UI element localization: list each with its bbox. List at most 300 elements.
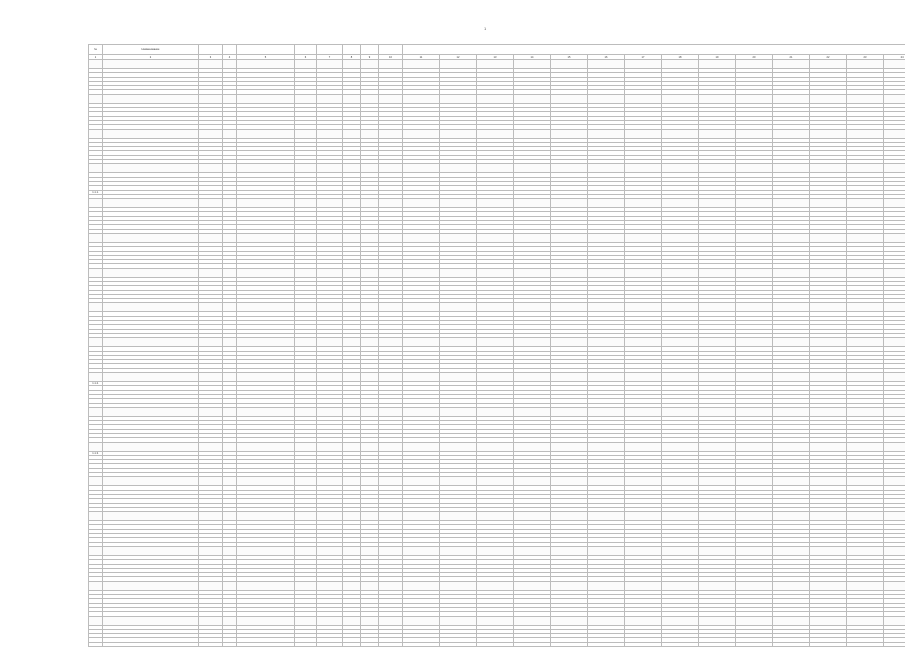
table-cell [89,199,103,208]
table-cell [847,94,884,103]
table-cell [103,373,199,382]
table-cell [295,512,317,521]
table-cell [477,512,514,521]
table-cell [361,581,379,590]
table-cell [810,199,847,208]
table-cell [199,199,223,208]
table-cell [317,616,343,625]
table-cell [361,199,379,208]
table-cell [223,616,237,625]
table-cell [237,268,295,277]
table-cell [361,164,379,173]
table-cell [199,642,223,646]
table-cell [295,616,317,625]
table-cell [514,60,551,69]
table-cell [514,129,551,138]
table-cell [588,546,625,555]
table-cell [223,642,237,646]
table-cell [625,303,662,312]
table-row [89,233,905,242]
table-cell [361,303,379,312]
table-cell [89,268,103,277]
table-cell [773,268,810,277]
col-number: 1 [89,55,103,60]
table-cell [884,616,905,625]
table-cell [551,199,588,208]
table-cell [625,581,662,590]
table-cell [343,233,361,242]
table-cell [403,60,440,69]
table-cell [103,642,199,646]
table-cell [199,373,223,382]
table-cell [884,373,905,382]
table-cell [551,129,588,138]
table-cell [403,268,440,277]
table-cell [295,581,317,590]
table-cell [103,129,199,138]
table-cell [773,512,810,521]
table-cell [103,233,199,242]
table-cell [199,407,223,416]
table-cell [440,581,477,590]
table-row [89,164,905,173]
table-cell [662,233,699,242]
col-number: 14 [514,55,551,60]
table-cell [625,616,662,625]
table-cell [403,373,440,382]
table-cell [551,164,588,173]
table-cell [588,581,625,590]
table-cell [847,407,884,416]
table-cell [588,512,625,521]
table-cell [699,442,736,451]
col-header [361,45,379,55]
table-cell [403,616,440,625]
table-cell [773,129,810,138]
col-number: 11 [403,55,440,60]
table-cell [625,642,662,646]
table-cell [588,373,625,382]
table-cell [810,512,847,521]
table-cell [736,512,773,521]
table-cell [343,616,361,625]
table-cell [625,164,662,173]
table-cell [588,477,625,486]
table-cell [89,407,103,416]
table-cell [699,477,736,486]
table-cell [514,581,551,590]
col-header: № [89,45,103,55]
table-cell [662,94,699,103]
table-cell [379,642,403,646]
table-cell [403,199,440,208]
table-cell [223,303,237,312]
table-cell [223,407,237,416]
table-cell [588,60,625,69]
table-cell [477,199,514,208]
table-cell [317,642,343,646]
table-row [89,94,905,103]
table-cell [884,546,905,555]
table-cell [317,581,343,590]
table-cell [625,373,662,382]
table-row [89,512,905,521]
table-cell [847,338,884,347]
table-cell [343,546,361,555]
table-cell [403,94,440,103]
table-cell [514,512,551,521]
col-number: 7 [317,55,343,60]
table-cell [403,407,440,416]
table-cell [440,129,477,138]
table-cell [361,442,379,451]
table-cell [625,477,662,486]
table-cell [884,642,905,646]
table-cell [199,303,223,312]
table-cell [403,477,440,486]
page-marker: 1 [484,26,486,31]
table-cell [199,60,223,69]
table-cell [477,477,514,486]
table-cell [588,129,625,138]
table-cell [847,164,884,173]
table-cell [662,268,699,277]
table-cell [773,616,810,625]
table-cell [477,442,514,451]
table-cell [773,60,810,69]
table-cell [551,94,588,103]
table-cell [361,338,379,347]
table-cell [699,338,736,347]
table-cell [295,268,317,277]
table-cell [810,642,847,646]
table-cell [237,60,295,69]
table-cell [343,268,361,277]
table-cell [699,303,736,312]
table-cell [551,616,588,625]
table-cell [403,233,440,242]
table-cell [588,642,625,646]
table-cell [89,581,103,590]
table-cell [295,164,317,173]
table-cell [773,164,810,173]
table-cell [89,338,103,347]
table-cell [103,94,199,103]
table-cell [551,581,588,590]
table-row [89,616,905,625]
table-cell [736,199,773,208]
table-cell [625,338,662,347]
table-cell [810,373,847,382]
table-cell [343,338,361,347]
table-cell [317,477,343,486]
table-cell [440,303,477,312]
table-cell [343,407,361,416]
table-cell [379,581,403,590]
table-cell [662,477,699,486]
table-cell [440,642,477,646]
table-cell [551,338,588,347]
table-cell [699,642,736,646]
table-cell [773,546,810,555]
table-cell [103,407,199,416]
table-cell [403,164,440,173]
table-cell [625,512,662,521]
table-cell [884,303,905,312]
table-cell [662,546,699,555]
table-cell [810,94,847,103]
table-cell [477,60,514,69]
table-cell [343,94,361,103]
table-cell [847,442,884,451]
table-cell [736,164,773,173]
table-cell [103,546,199,555]
table-cell [237,338,295,347]
table-cell [810,303,847,312]
table-cell [477,338,514,347]
table-cell [103,512,199,521]
table-cell [89,477,103,486]
table-cell [103,442,199,451]
table-cell [662,581,699,590]
table-cell [379,94,403,103]
table-cell [810,407,847,416]
table-cell [810,233,847,242]
table-cell [884,477,905,486]
table-cell [699,60,736,69]
table-cell [810,268,847,277]
table-cell [773,407,810,416]
table-cell [551,407,588,416]
table-cell [237,233,295,242]
table-cell [295,642,317,646]
table-row [89,642,905,646]
table-cell [625,60,662,69]
table-cell [403,303,440,312]
table-cell [343,442,361,451]
table-cell [847,233,884,242]
table-cell [295,442,317,451]
table-body [89,60,905,647]
table-cell [625,233,662,242]
table-cell [317,442,343,451]
table-cell [317,268,343,277]
table-cell [736,268,773,277]
table-cell [588,303,625,312]
table-cell [237,164,295,173]
table-cell [237,303,295,312]
table-cell [223,233,237,242]
table-cell [884,129,905,138]
col-number: 12 [440,55,477,60]
table-cell [588,268,625,277]
table-cell [551,442,588,451]
table-cell [379,442,403,451]
table-cell [237,199,295,208]
table-cell [773,477,810,486]
table-cell [317,512,343,521]
table-cell [379,616,403,625]
table-cell [625,268,662,277]
table-cell [884,199,905,208]
table-cell [343,164,361,173]
table-cell [884,581,905,590]
table-cell [588,199,625,208]
table-cell [625,129,662,138]
table-cell [847,199,884,208]
table-cell [699,581,736,590]
table-cell [317,338,343,347]
table-cell [514,268,551,277]
table-cell [699,164,736,173]
table-cell [89,442,103,451]
col-number: 21 [773,55,810,60]
table-cell [103,581,199,590]
table-cell [477,233,514,242]
table-cell [379,164,403,173]
table-cell [477,373,514,382]
table-cell [662,616,699,625]
table-cell [237,546,295,555]
table-cell [625,546,662,555]
table-cell [295,199,317,208]
table-cell [699,373,736,382]
table-cell [736,233,773,242]
table-cell [662,642,699,646]
col-number: 15 [551,55,588,60]
table-cell [199,477,223,486]
table-cell [361,129,379,138]
table-row [89,60,905,69]
col-header: Наименование [103,45,199,55]
table-cell [773,373,810,382]
table-cell [662,512,699,521]
table-cell [477,616,514,625]
table-cell [736,581,773,590]
table-cell [810,616,847,625]
table-cell [736,94,773,103]
table-cell [343,512,361,521]
col-number: 3 [199,55,223,60]
table-cell [103,199,199,208]
table-cell [736,616,773,625]
table-cell [477,94,514,103]
table-cell [237,581,295,590]
table-cell [477,581,514,590]
table-cell [103,477,199,486]
table-cell [810,164,847,173]
table-cell [810,477,847,486]
table-row [89,546,905,555]
table-cell [810,129,847,138]
table-cell [199,129,223,138]
table-cell [514,477,551,486]
table-cell [223,129,237,138]
table-cell [379,233,403,242]
table-cell [223,268,237,277]
table-cell [223,338,237,347]
table-cell [403,512,440,521]
col-header [237,45,295,55]
col-number: 8 [343,55,361,60]
table-cell [662,199,699,208]
table-cell [699,512,736,521]
table-cell [662,60,699,69]
table-cell [440,233,477,242]
table-cell [343,129,361,138]
table-row [89,268,905,277]
table-cell [736,442,773,451]
table-cell [103,616,199,625]
table-cell [237,616,295,625]
col-number: 17 [625,55,662,60]
table-row [89,338,905,347]
table-cell [223,442,237,451]
table-cell [736,546,773,555]
table-cell [361,512,379,521]
table-cell [295,60,317,69]
table-cell [317,60,343,69]
header-row [89,45,905,55]
col-header [223,45,237,55]
table-cell [317,94,343,103]
table-cell [295,233,317,242]
table-cell [551,373,588,382]
table-cell [773,442,810,451]
table-cell [237,642,295,646]
table-cell [810,546,847,555]
table-cell [343,581,361,590]
table-cell [847,477,884,486]
table-cell [736,642,773,646]
table-cell [343,642,361,646]
table-cell [223,546,237,555]
table-cell [317,129,343,138]
table-cell [317,303,343,312]
table-cell [343,373,361,382]
table-cell [199,616,223,625]
table-cell [440,94,477,103]
table-cell [295,338,317,347]
col-number: 9 [361,55,379,60]
table-cell [884,407,905,416]
col-header [199,45,223,55]
table-cell [662,442,699,451]
table-cell [379,407,403,416]
table-cell [699,199,736,208]
table-cell [773,642,810,646]
table-cell [317,233,343,242]
table-cell [662,338,699,347]
table-cell [810,60,847,69]
table-cell [199,233,223,242]
table-cell [847,268,884,277]
table-cell [317,407,343,416]
table-cell [736,303,773,312]
table-cell [551,477,588,486]
col-header [343,45,361,55]
table-cell [662,303,699,312]
table-cell [514,442,551,451]
table-cell [514,338,551,347]
table-cell [103,268,199,277]
table-cell [379,373,403,382]
table-cell [477,268,514,277]
table-cell [361,373,379,382]
table-cell [551,60,588,69]
table-cell [237,442,295,451]
table-cell [343,60,361,69]
